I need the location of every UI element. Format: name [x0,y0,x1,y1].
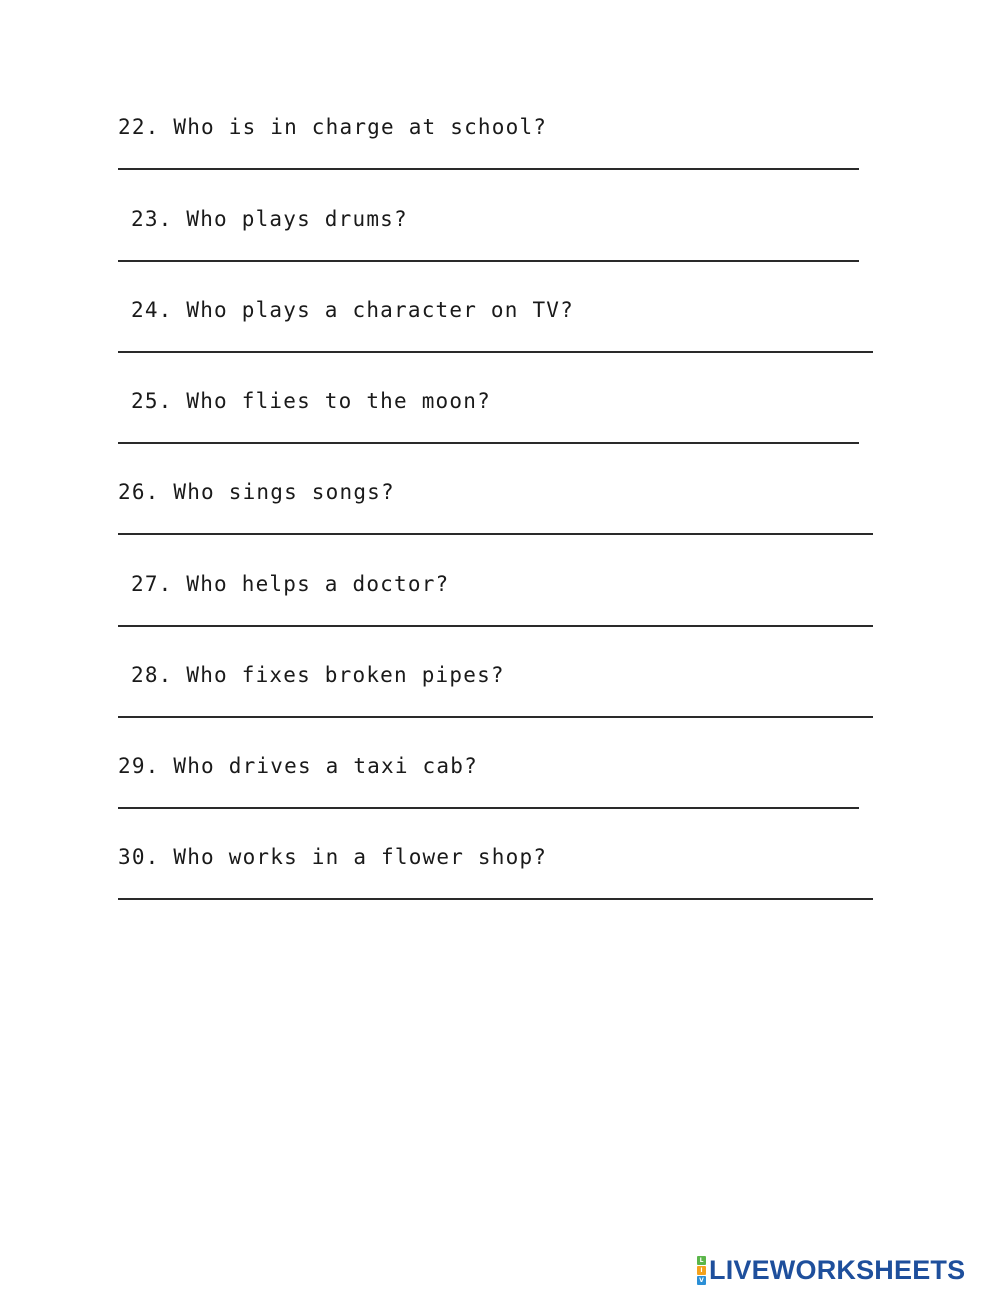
liveworksheets-logo [697,1255,965,1285]
question-24: 24. Who plays a character on TV? [131,298,574,322]
answer-field-29[interactable] [118,807,859,809]
answer-field-27[interactable] [118,625,873,627]
answer-field-24[interactable] [118,351,873,353]
answer-field-25[interactable] [118,442,859,444]
answer-field-22[interactable] [118,168,859,170]
question-27: 27. Who helps a doctor? [131,572,450,596]
question-26: 26. Who sings songs? [118,480,395,504]
question-22: 22. Who is in charge at school? [118,115,548,139]
logo-text: LIVEWORKSHEETS [709,1254,966,1285]
question-23: 23. Who plays drums? [131,207,408,231]
logo-tile-v: V [697,1276,706,1285]
logo-tile-i: I [697,1266,706,1275]
question-25: 25. Who flies to the moon? [131,389,491,413]
question-29: 29. Who drives a taxi cab? [118,754,478,778]
answer-field-28[interactable] [118,716,873,718]
answer-field-30[interactable] [118,898,873,900]
answer-field-26[interactable] [118,533,873,535]
answer-field-23[interactable] [118,260,859,262]
question-28: 28. Who fixes broken pipes? [131,663,505,687]
logo-tiles-icon [697,1256,706,1285]
question-30: 30. Who works in a flower shop? [118,845,548,869]
logo-tile-l: L [697,1256,706,1265]
